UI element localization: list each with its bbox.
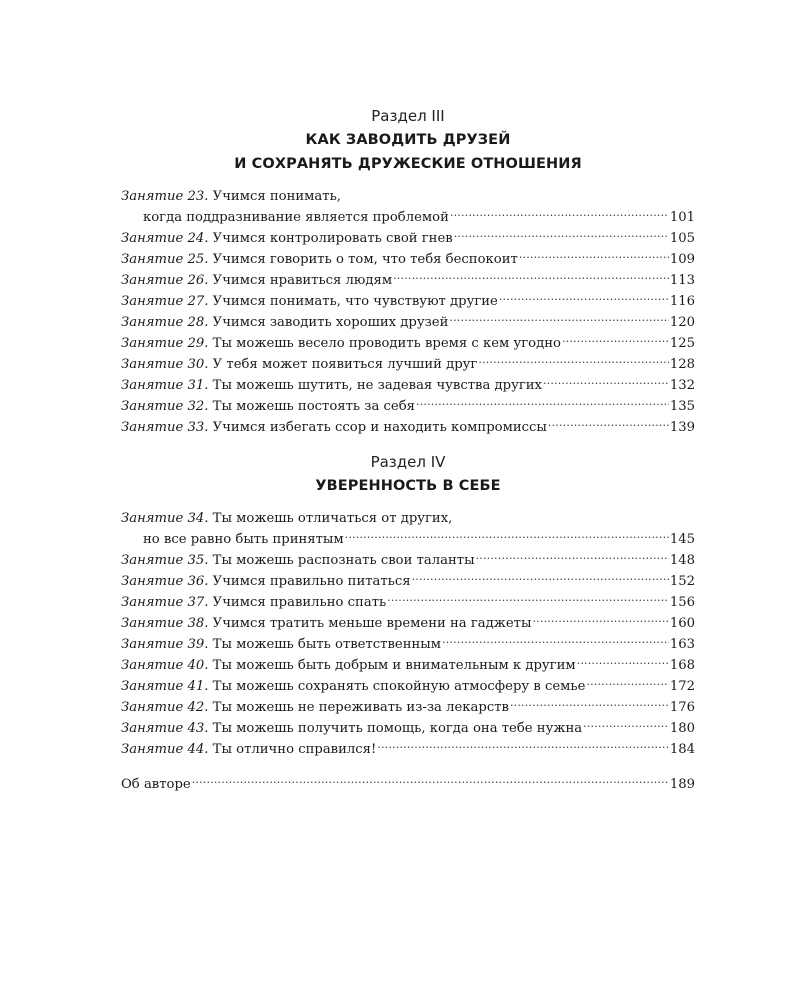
dot-leader bbox=[510, 701, 669, 711]
lesson-title: Учимся контролировать свой гнев bbox=[212, 231, 453, 246]
dot-leader bbox=[345, 533, 669, 543]
toc-entry[interactable] bbox=[121, 333, 695, 354]
lesson-label: Занятие 40. bbox=[121, 658, 209, 673]
lesson-title: Учимся правильно питаться bbox=[212, 574, 411, 589]
toc-entry[interactable] bbox=[121, 613, 695, 634]
toc-entry[interactable] bbox=[121, 718, 695, 739]
page-number: 132 bbox=[669, 378, 695, 393]
toc-line bbox=[121, 333, 695, 354]
lesson-label: Занятие 34. bbox=[121, 511, 209, 526]
entry-title bbox=[121, 613, 531, 634]
entry-title bbox=[121, 676, 585, 697]
toc-entry[interactable] bbox=[121, 655, 695, 676]
lesson-title: Учимся понимать, что чувствуют другие bbox=[212, 294, 498, 309]
toc-line bbox=[121, 186, 695, 207]
lesson-title: Ты можешь отличаться от других, bbox=[212, 511, 453, 526]
lesson-title: когда поддразнивание является проблемой bbox=[143, 210, 449, 225]
dot-leader bbox=[577, 659, 669, 669]
entry-title bbox=[121, 354, 477, 375]
toc-line bbox=[121, 571, 695, 592]
lesson-title: Ты можешь распознать свои таланты bbox=[212, 553, 475, 568]
page-number: 168 bbox=[669, 658, 695, 673]
entry-title bbox=[121, 634, 441, 655]
lesson-label: Занятие 42. bbox=[121, 700, 209, 715]
page-number: 145 bbox=[669, 532, 695, 547]
section-4 bbox=[121, 452, 695, 760]
toc-line bbox=[121, 634, 695, 655]
toc-line bbox=[121, 375, 695, 396]
lesson-title: Учимся заводить хороших друзей bbox=[212, 315, 449, 330]
dot-leader bbox=[449, 316, 668, 326]
lesson-title: Ты можешь быть ответственным bbox=[212, 637, 442, 652]
page-number: 156 bbox=[669, 595, 695, 610]
lesson-label: Занятие 32. bbox=[121, 399, 209, 414]
toc-list bbox=[121, 186, 695, 438]
entry-title bbox=[121, 312, 448, 333]
page-number: 135 bbox=[669, 399, 695, 414]
lesson-label: Занятие 38. bbox=[121, 616, 209, 631]
table-of-contents bbox=[121, 106, 695, 795]
dot-leader bbox=[519, 253, 669, 263]
lesson-label: Занятие 23. bbox=[121, 189, 209, 204]
toc-line bbox=[121, 207, 695, 228]
entry-title bbox=[121, 571, 411, 592]
page-number: 125 bbox=[669, 336, 695, 351]
entry-title bbox=[121, 375, 542, 396]
lesson-label: Занятие 44. bbox=[121, 742, 209, 757]
toc-entry[interactable] bbox=[121, 291, 695, 312]
page-number: 176 bbox=[669, 700, 695, 715]
lesson-title: Учимся правильно спать bbox=[212, 595, 387, 610]
entry-title bbox=[121, 270, 392, 291]
toc-entry[interactable] bbox=[121, 739, 695, 760]
lesson-title: Учимся понимать, bbox=[212, 189, 341, 204]
lesson-label: Занятие 31. bbox=[121, 378, 209, 393]
toc-line bbox=[121, 396, 695, 417]
toc-line bbox=[121, 529, 695, 550]
dot-leader bbox=[476, 554, 669, 564]
toc-entry[interactable] bbox=[121, 312, 695, 333]
about-author-label: Об авторе bbox=[121, 777, 191, 792]
lesson-title: Ты можешь весело проводить время с кем угодно bbox=[212, 336, 561, 351]
section-title-line: КАК ЗАВОДИТЬ ДРУЗЕЙ bbox=[305, 132, 511, 148]
entry-title bbox=[121, 186, 341, 207]
lesson-label: Занятие 30. bbox=[121, 357, 209, 372]
lesson-title: Учимся нравиться людям bbox=[212, 273, 393, 288]
toc-entry[interactable] bbox=[121, 396, 695, 417]
toc-entry[interactable] bbox=[121, 697, 695, 718]
entry-title bbox=[121, 396, 415, 417]
lesson-title: Ты можешь сохранять спокойную атмосферу в семье bbox=[212, 679, 586, 694]
page-number: 105 bbox=[669, 231, 695, 246]
page-number: 148 bbox=[669, 553, 695, 568]
toc-entry[interactable] bbox=[121, 634, 695, 655]
toc-entry[interactable] bbox=[121, 228, 695, 249]
toc-entry[interactable] bbox=[121, 417, 695, 438]
page-number: 163 bbox=[669, 637, 695, 652]
toc-line bbox=[121, 354, 695, 375]
lesson-label: Занятие 28. bbox=[121, 315, 209, 330]
dot-leader bbox=[499, 295, 669, 305]
lesson-title: Учимся тратить меньше времени на гаджеты bbox=[212, 616, 532, 631]
toc-line bbox=[121, 697, 695, 718]
section-title-line: И СОХРАНЯТЬ ДРУЖЕСКИЕ ОТНОШЕНИЯ bbox=[234, 156, 582, 172]
toc-entry[interactable] bbox=[121, 592, 695, 613]
page-number: 172 bbox=[669, 679, 695, 694]
toc-line bbox=[121, 291, 695, 312]
lesson-label: Занятие 26. bbox=[121, 273, 209, 288]
dot-leader bbox=[532, 617, 668, 627]
page-number: 152 bbox=[669, 574, 695, 589]
lesson-label: Занятие 27. bbox=[121, 294, 209, 309]
lesson-title: Ты отлично справился! bbox=[212, 742, 377, 757]
entry-title bbox=[143, 207, 449, 228]
section-title-line: УВЕРЕННОСТЬ В СЕБЕ bbox=[315, 478, 501, 494]
lesson-label: Занятие 29. bbox=[121, 336, 209, 351]
lesson-title: Ты можешь постоять за себя bbox=[212, 399, 415, 414]
toc-line bbox=[121, 774, 695, 795]
lesson-title: но все равно быть принятым bbox=[143, 532, 344, 547]
section-label: Раздел IV bbox=[370, 453, 446, 471]
toc-entry[interactable] bbox=[121, 375, 695, 396]
lesson-label: Занятие 41. bbox=[121, 679, 209, 694]
page-number: 109 bbox=[669, 252, 695, 267]
entry-title bbox=[121, 655, 576, 676]
dot-leader bbox=[387, 596, 669, 606]
page-number: 139 bbox=[669, 420, 695, 435]
toc-line bbox=[121, 613, 695, 634]
toc-line bbox=[121, 270, 695, 291]
lesson-title: Ты можешь шутить, не задевая чувства других bbox=[212, 378, 542, 393]
toc-entry[interactable] bbox=[121, 186, 695, 228]
entry-title bbox=[121, 508, 452, 529]
entry-title bbox=[143, 529, 344, 550]
toc-entry[interactable] bbox=[121, 571, 695, 592]
dot-leader bbox=[442, 638, 669, 648]
page-number: 128 bbox=[669, 357, 695, 372]
lesson-title: Ты можешь не переживать из-за лекарств bbox=[212, 700, 509, 715]
toc-line bbox=[121, 739, 695, 760]
toc-line bbox=[121, 508, 695, 529]
lesson-label: Занятие 36. bbox=[121, 574, 209, 589]
page-number: 189 bbox=[669, 777, 695, 792]
dot-leader bbox=[548, 421, 669, 431]
dot-leader bbox=[416, 400, 669, 410]
lesson-label: Занятие 35. bbox=[121, 553, 209, 568]
toc-entry[interactable] bbox=[121, 550, 695, 571]
toc-line bbox=[121, 417, 695, 438]
toc-line bbox=[121, 228, 695, 249]
lesson-title: Учимся избегать ссор и находить компромиссы bbox=[212, 420, 547, 435]
entry-title bbox=[121, 228, 453, 249]
toc-line bbox=[121, 249, 695, 270]
dot-leader bbox=[412, 575, 669, 585]
toc-entry[interactable] bbox=[121, 249, 695, 270]
entry-title bbox=[121, 333, 561, 354]
section-label: Раздел III bbox=[371, 107, 445, 125]
lesson-label: Занятие 43. bbox=[121, 721, 209, 736]
lesson-label: Занятие 39. bbox=[121, 637, 209, 652]
dot-leader bbox=[192, 778, 669, 788]
toc-entry[interactable] bbox=[121, 508, 695, 550]
lesson-title: Ты можешь получить помощь, когда она тебе нужна bbox=[212, 721, 583, 736]
lesson-title: Ты можешь быть добрым и внимательным к другим bbox=[212, 658, 576, 673]
about-author-entry[interactable] bbox=[121, 774, 695, 795]
dot-leader bbox=[543, 379, 669, 389]
page-number: 160 bbox=[669, 616, 695, 631]
entry-title bbox=[121, 592, 386, 613]
dot-leader bbox=[583, 722, 669, 732]
section-3 bbox=[121, 106, 695, 438]
entry-title bbox=[121, 417, 547, 438]
page-number: 184 bbox=[669, 742, 695, 757]
toc-line bbox=[121, 655, 695, 676]
page-number: 120 bbox=[669, 315, 695, 330]
lesson-title: Учимся говорить о том, что тебя беспокоит bbox=[212, 252, 518, 267]
toc-entry[interactable] bbox=[121, 270, 695, 291]
toc-entry[interactable] bbox=[121, 676, 695, 697]
lesson-label: Занятие 37. bbox=[121, 595, 209, 610]
page-number: 116 bbox=[669, 294, 695, 309]
toc-line bbox=[121, 312, 695, 333]
lesson-label: Занятие 24. bbox=[121, 231, 209, 246]
toc-line bbox=[121, 592, 695, 613]
entry-title bbox=[121, 291, 498, 312]
toc-list bbox=[121, 508, 695, 760]
dot-leader bbox=[450, 211, 669, 221]
dot-leader bbox=[454, 232, 669, 242]
lesson-title: У тебя может появиться лучший друг bbox=[212, 357, 478, 372]
entry-title bbox=[121, 739, 376, 760]
dot-leader bbox=[393, 274, 669, 284]
lesson-label: Занятие 33. bbox=[121, 420, 209, 435]
entry-title bbox=[121, 550, 475, 571]
dot-leader bbox=[377, 743, 669, 753]
toc-entry[interactable] bbox=[121, 354, 695, 375]
entry-title bbox=[121, 718, 582, 739]
dot-leader bbox=[562, 337, 669, 347]
dot-leader bbox=[586, 680, 668, 690]
dot-leader bbox=[478, 358, 669, 368]
entry-title bbox=[121, 697, 509, 718]
toc-line bbox=[121, 718, 695, 739]
lesson-label: Занятие 25. bbox=[121, 252, 209, 267]
page-number: 101 bbox=[669, 210, 695, 225]
entry-title bbox=[121, 249, 518, 270]
toc-line bbox=[121, 676, 695, 697]
toc-line bbox=[121, 550, 695, 571]
page-number: 180 bbox=[669, 721, 695, 736]
page-number: 113 bbox=[669, 273, 695, 288]
